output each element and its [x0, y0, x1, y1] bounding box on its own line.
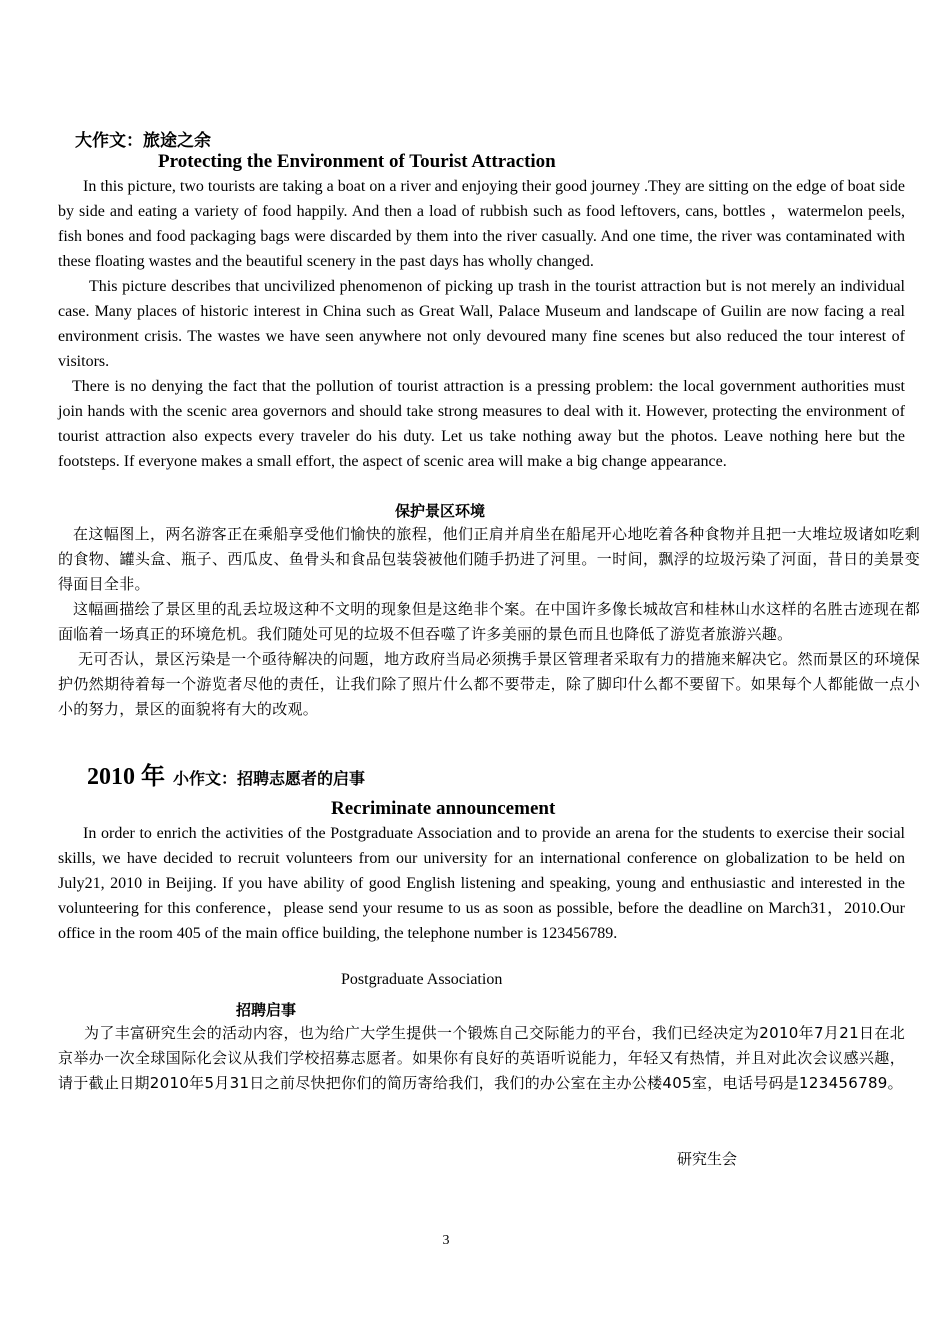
essay2-year: 2010 年: [87, 764, 165, 790]
essay1-paragraph-1: In this picture, two tourists are taking a boat on a river and enjoying their good journey .They are sitting on the edge of boat side by side and eating a variety of food happily. And then a load of rubbish such as food leftovers, cans, bottles ，watermelon peels, fish bones and food packaging bags were discarded by them into the river casually. And one time, the river was contaminated with these floating wastes and the beautiful scenery in the past days has wholly changed.: [58, 178, 905, 270]
essay2-heading: [87, 756, 365, 791]
essay1-paragraph-2: This picture describes that uncivilized phenomenon of picking up trash in the tourist attraction but is not merely an individual case. Many places of historic interest in China such as Great Wall, Palace Museum and landscape of Guilin are now facing a real environment crisis. The wastes we have seen anywhere not only devoured many fine scenes but also reduced the tour interest of visitors.: [58, 278, 905, 370]
essay2-paragraph: In order to enrich the activities of the Postgraduate Association and to provide an arena for the students to exercise their social skills, we have decided to recruit volunteers from our university for an international conference on globalization to be held on July21, 2010 in Beijing. If you have ability of good English listening and speaking, young and enthusiastic and interested in the volunteering for this conference，please send your resume to us as soon as possible, before the deadline on March31，2010.Our office in the room 405 of the main office building, the telephone number is 123456789.: [58, 825, 905, 942]
essay2-translation-title: 招聘启事: [236, 1001, 297, 1019]
essay2-translation-paragraph: 为了丰富研究生会的活动内容，也为给广大学生提供一个锻炼自己交际能力的平台，我们已经决定为2010年7月21日在北京举办一次全球国际化会议从我们学校招募志愿者。如果你有良好的英语听说能力，年轻又有热情，并且对此次会议感兴趣，请于截止日期2010年5月31日之前尽快把你们的简历寄给我们，我们的办公室在主办公楼405室，电话号码是123456789。: [58, 1024, 905, 1092]
essay1-translation-title: 保护景区环境: [394, 502, 485, 520]
essay1-translation-paragraph-3: 无可否认，景区污染是一个亟待解决的问题，地方政府当局必须携手景区管理者采取有力的措施来解决它。然而景区的环境保护仍然期待着每一个游览者尽他的责任，让我们除了照片什么都不要带走，除了脚印什么都不要留下。如果每个人都能做一点小小的努力，景区的面貌将有大的改观。: [58, 650, 920, 718]
essay2-translation-body: [58, 1021, 905, 1096]
page-number: 3: [442, 1233, 450, 1248]
essay2-label: 小作文：招聘志愿者的启事: [173, 769, 366, 788]
essay1-translation-paragraph-1: 在这幅图上，两名游客正在乘船享受他们愉快的旅程，他们正肩并肩坐在船尾开心地吃着各种食物并且把一大堆垃圾诸如吃剩的食物、罐头盒、瓶子、西瓜皮、鱼骨头和食品包装袋被他们随手扔进了河里。一时间，飘浮的垃圾污染了河面，昔日的美景变得面目全非。: [58, 525, 920, 593]
essay1-translation-paragraph-2: 这幅画描绘了景区里的乱丢垃圾这种不文明的现象但是这绝非个案。在中国许多像长城故宫和桂林山水这样的名胜古迹现在都面临着一场真正的环境危机。我们随处可见的垃圾不但吞噬了许多美丽的景色而且也降低了游览者旅游兴趣。: [58, 600, 920, 643]
essay1-label: 大作文：旅途之余: [75, 131, 211, 151]
essay1-paragraph-3: There is no denying the fact that the pollution of tourist attraction is a pressing problem: the local government authorities must join hands with the scenic area governors and should take strong measures to deal with it. However, protecting the environment of tourist attraction also expects every traveler do his duty. Let us take nothing away but the photos. Leave nothing here but the footsteps. If everyone makes a small effort, the aspect of scenic area will make a big change appearance.: [58, 378, 905, 470]
essay1-body: [58, 174, 905, 474]
essay2-body: [58, 821, 905, 946]
essay2-signature: Postgraduate Association: [341, 971, 503, 988]
essay2-translation-signature: 研究生会: [677, 1150, 738, 1168]
essay1-title: Protecting the Environment of Tourist Attraction: [158, 151, 556, 172]
essay1-translation-body: [58, 522, 920, 722]
essay2-title: Recriminate announcement: [331, 798, 556, 819]
